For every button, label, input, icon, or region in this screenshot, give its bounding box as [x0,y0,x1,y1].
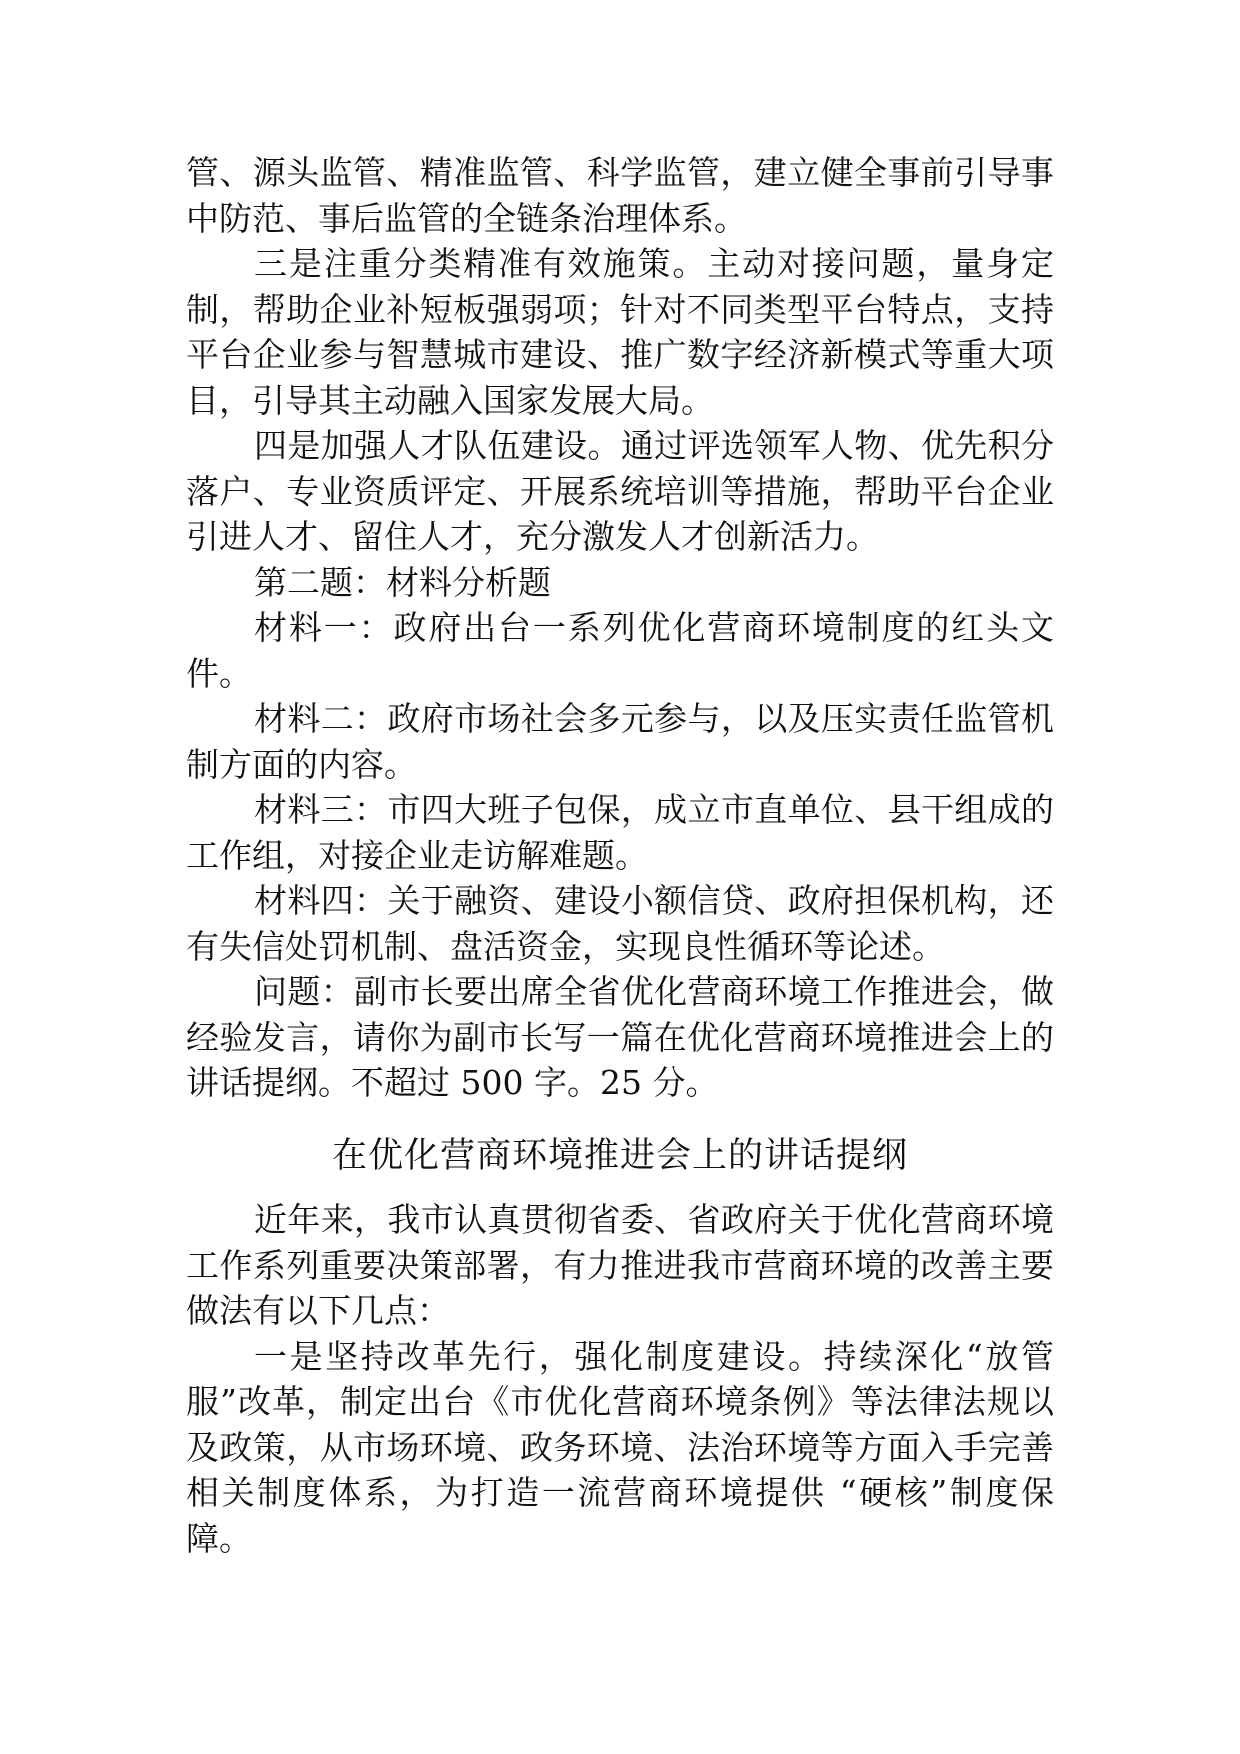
paragraph-point-three: 三是注重分类精准有效施策。主动对接问题，量身定制，帮助企业补短板强弱项；针对不同类型平台特点，支持平台企业参与智慧城市建设、推广数字经济新模式等重大项目，引导其主动融入国家发展大局。 [186,244,1054,420]
document-body [186,150,1054,1561]
question-two-title: 第二题：材料分析题 [254,562,551,602]
material-three: 材料三：市四大班子包保，成立市直单位、县干组成的工作组，对接企业走访解难题。 [186,790,1054,875]
speech-outline-heading: 在优化营商环境推进会上的讲话提纲 [331,1135,908,1176]
material-two: 材料二：政府市场社会多元参与，以及压实责任监管机制方面的内容。 [186,699,1054,784]
paragraph-point-four: 四是加强人才队伍建设。通过评选领军人物、优先积分落户、专业资质评定、开展系统培训等措施，帮助平台企业引进人才、留住人才，充分激发人才创新活力。 [186,426,1054,556]
material-four: 材料四：关于融资、建设小额信贷、政府担保机构，还有失信处罚机制、盘活资金，实现良性循环等论述。 [186,881,1054,966]
question-prompt: 问题：副市长要出席全省优化营商环境工作推进会，做经验发言，请你为副市长写一篇在优化营商环境推进会上的讲话提纲。不超过 500 字。25 分。 [186,972,1054,1102]
paragraph-continuation: 管、源头监管、精准监管、科学监管，建立健全事前引导事中防范、事后监管的全链条治理体系。 [186,153,1054,238]
material-one: 材料一：政府出台一系列优化营商环境制度的红头文件。 [186,608,1054,693]
paragraph-intro: 近年来，我市认真贯彻省委、省政府关于优化营商环境工作系列重要决策部署，有力推进我市营商环境的改善主要做法有以下几点： [186,1200,1054,1330]
paragraph-point-one: 一是坚持改革先行，强化制度建设。持续深化“放管服”改革，制定出台《市优化营商环境条例》等法律法规以及政策，从市场环境、政务环境、法治环境等方面入手完善相关制度体系，为打造一流营商环境提供 “硬核”制度保障。 [186,1336,1054,1558]
